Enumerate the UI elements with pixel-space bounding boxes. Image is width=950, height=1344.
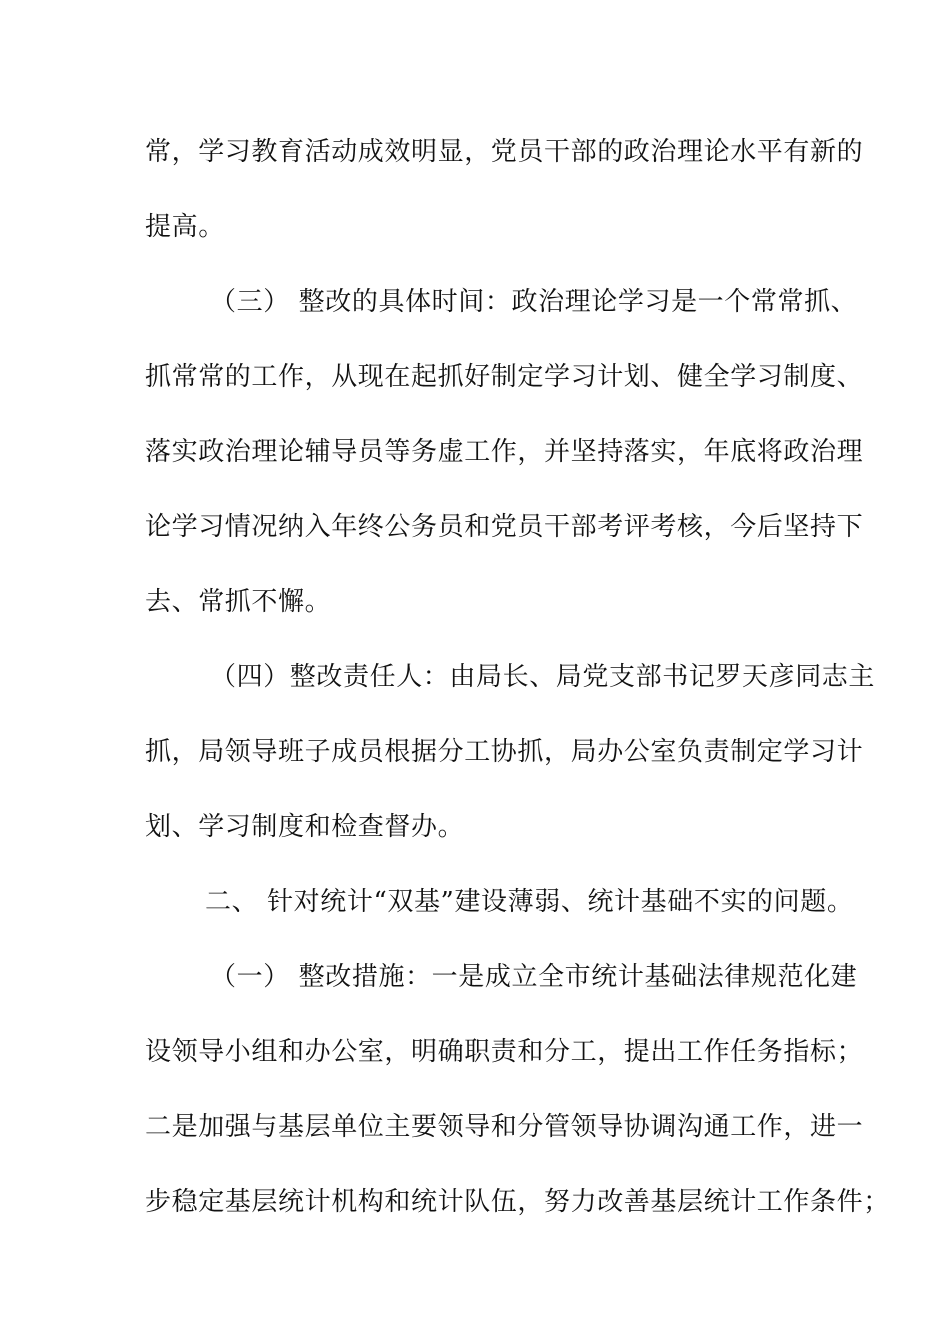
main-heading-line: 二、 针对统计“双基”建设薄弱、统计基础不实的问题。 xyxy=(205,887,854,917)
paragraph-line: 论学习情况纳入年终公务员和党员干部考评考核，今后坚持下 xyxy=(145,512,864,542)
paragraph-line: 二是加强与基层单位主要领导和分管领导协调沟通工作，进一 xyxy=(145,1112,864,1142)
paragraph-line: 划、学习制度和检查督办。 xyxy=(145,812,465,842)
paragraph-line: 提高。 xyxy=(145,212,225,242)
section-heading-line: （三） 整改的具体时间：政治理论学习是一个常常抓、 xyxy=(210,287,858,317)
section-heading-line: （一） 整改措施：一是成立全市统计基础法律规范化建 xyxy=(210,962,858,992)
paragraph-line: 抓常常的工作，从现在起抓好制定学习计划、健全学习制度、 xyxy=(145,362,864,392)
paragraph-line: 落实政治理论辅导员等务虚工作，并坚持落实，年底将政治理 xyxy=(145,437,864,467)
paragraph-line: 抓，局领导班子成员根据分工协抓，局办公室负责制定学习计 xyxy=(145,737,864,767)
paragraph-line: 常，学习教育活动成效明显，党员干部的政治理论水平有新的 xyxy=(145,137,864,167)
paragraph-line: 设领导小组和办公室，明确职责和分工，提出工作任务指标； xyxy=(145,1037,864,1067)
section-heading-line: （四）整改责任人：由局长、局党支部书记罗天彦同志主 xyxy=(210,662,876,692)
paragraph-line: 步稳定基层统计机构和统计队伍，努力改善基层统计工作条件； xyxy=(145,1187,890,1217)
paragraph-line: 去、常抓不懈。 xyxy=(145,587,332,617)
